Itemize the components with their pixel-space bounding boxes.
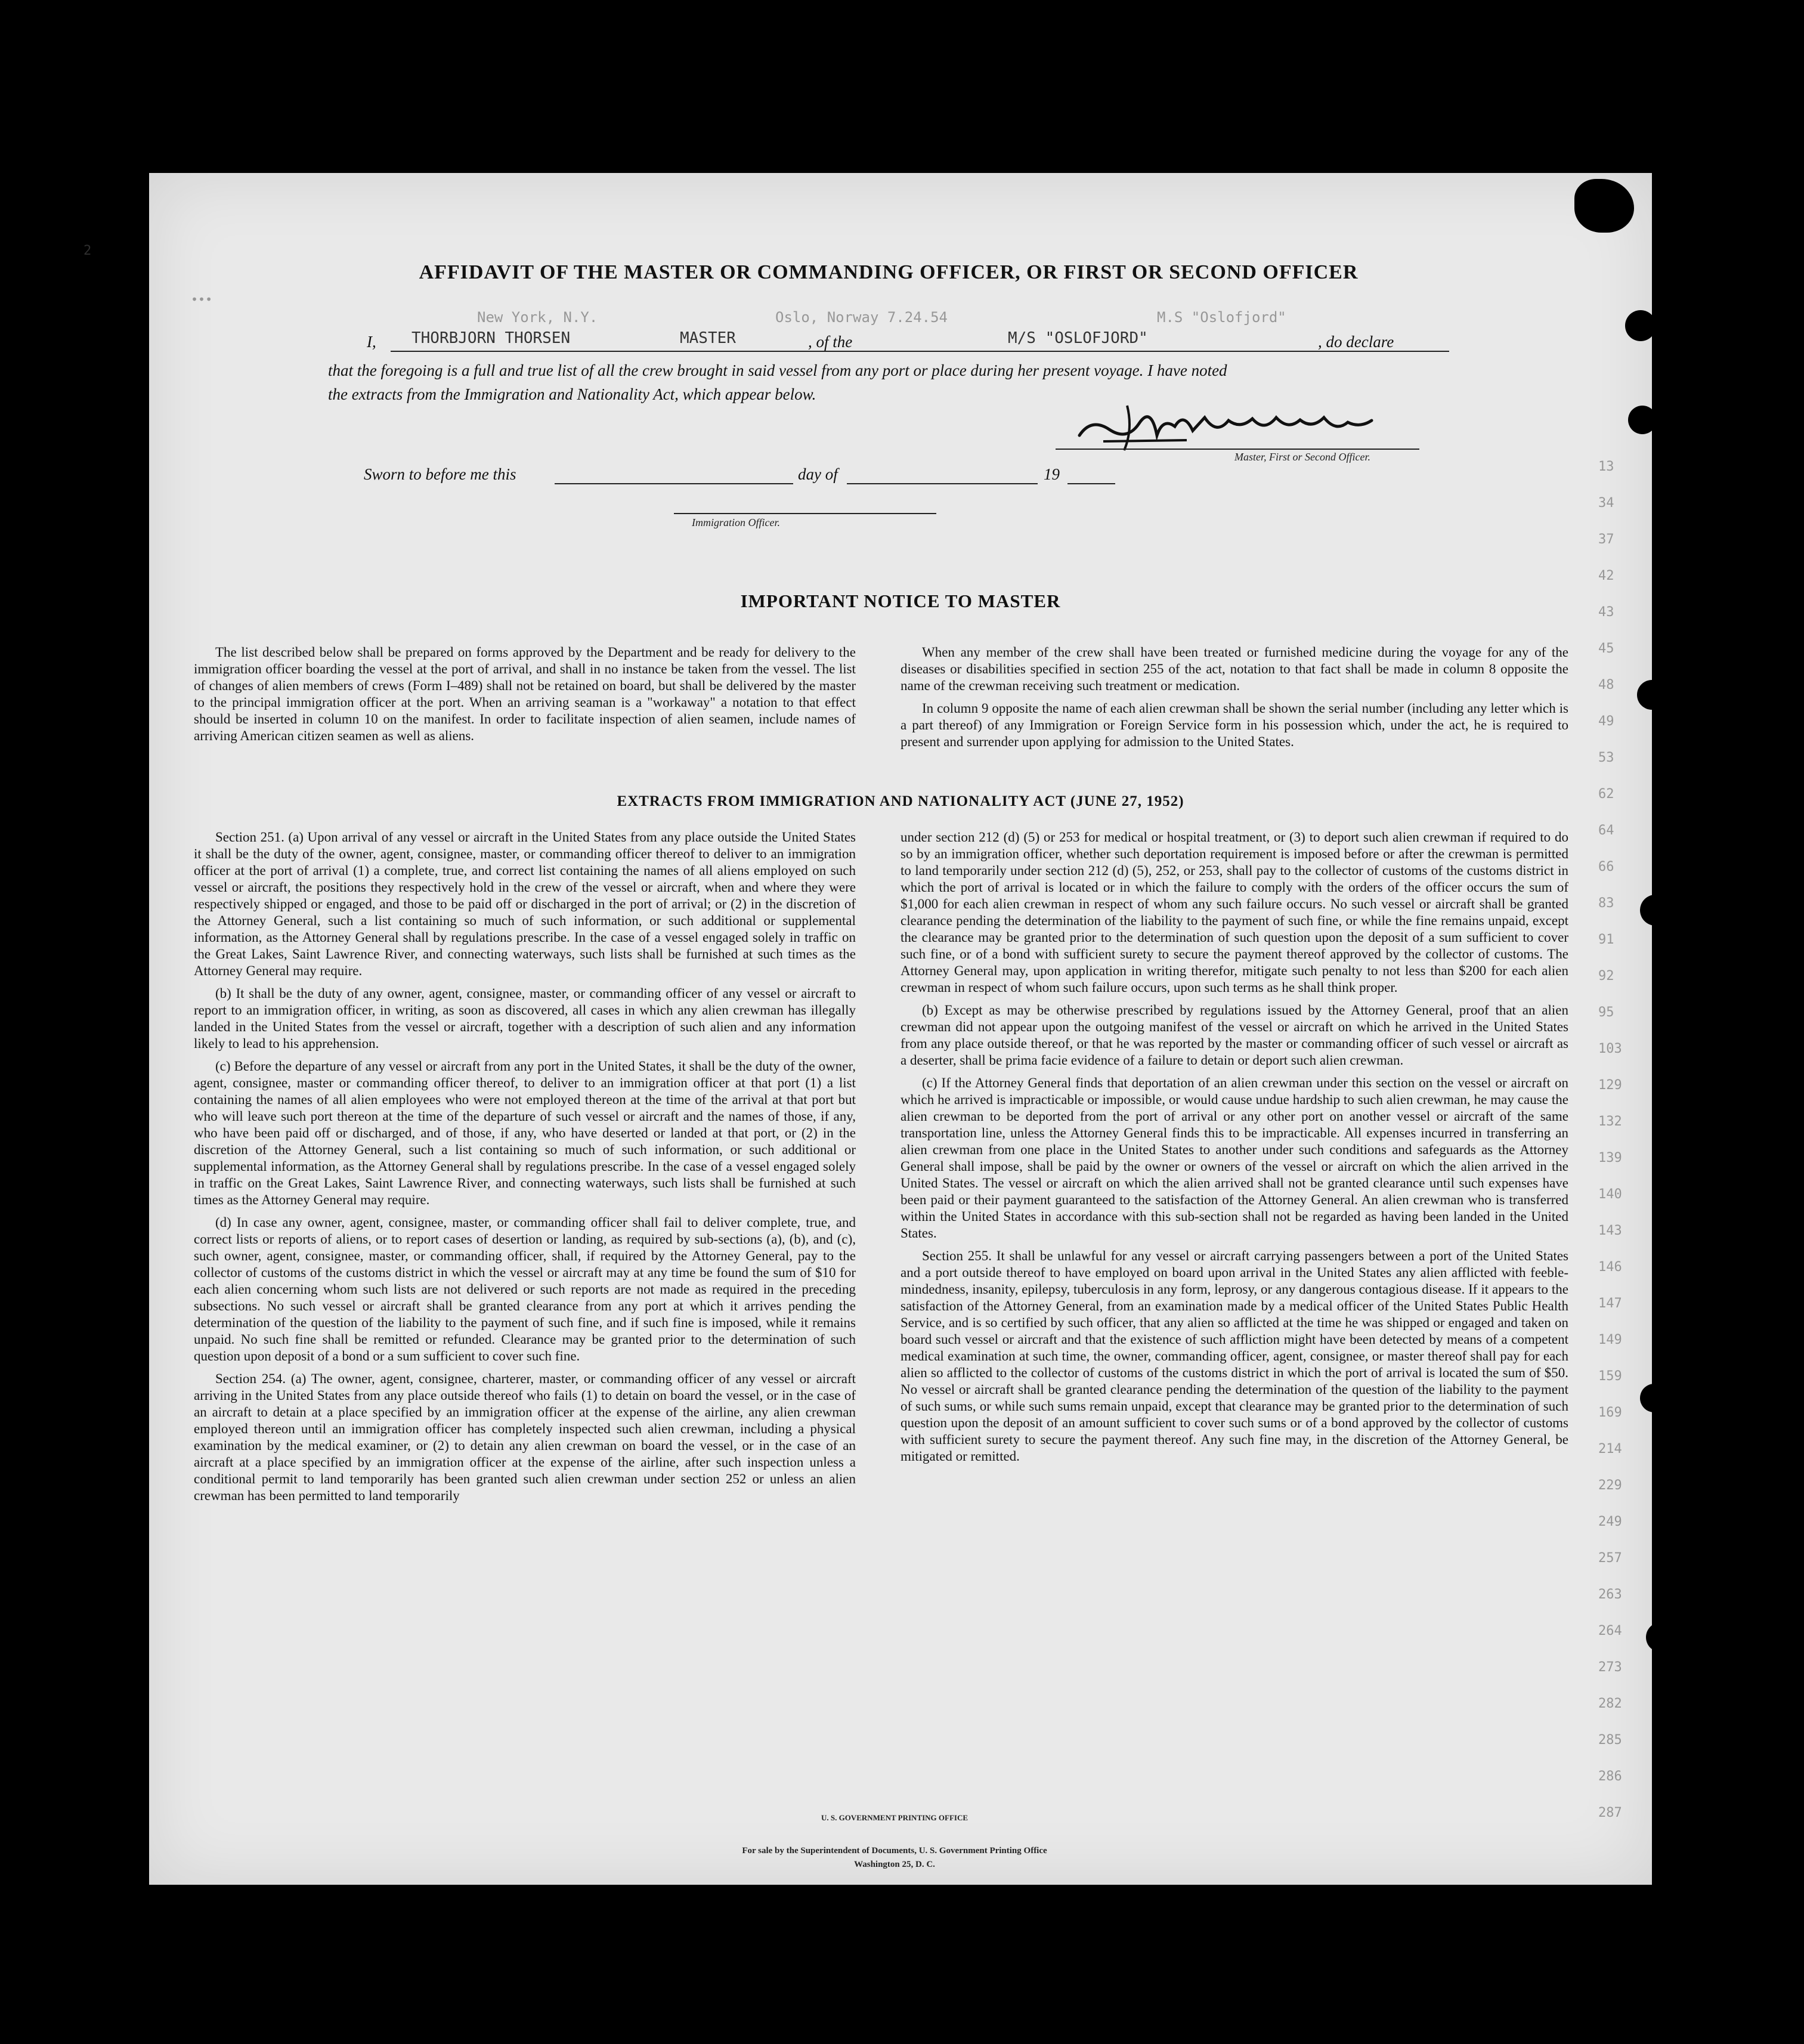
sworn-day-of: day of <box>798 465 838 483</box>
bleed-through-row-number: 263 <box>1598 1587 1622 1602</box>
page-title: AFFIDAVIT OF THE MASTER OR COMMANDING OFFICER, OR FIRST OR SECOND OFFICER <box>419 261 1359 283</box>
bleed-through-text: M.S "Oslofjord" <box>1157 309 1286 326</box>
bleed-through-row-number: 83 <box>1598 896 1614 911</box>
bleed-through-row-number: 159 <box>1598 1369 1622 1384</box>
bleed-through-row-number: 64 <box>1598 823 1614 838</box>
bleed-through-row-number: 95 <box>1598 1005 1614 1020</box>
bleed-through-row-number: 249 <box>1598 1514 1622 1529</box>
extracts-left-column <box>194 829 856 1510</box>
bleed-through-row-number: 34 <box>1598 496 1614 511</box>
bleed-through-row-number: 13 <box>1598 459 1614 474</box>
bleed-through-row-number: 286 <box>1598 1769 1622 1784</box>
officer-caption: Immigration Officer. <box>692 517 780 528</box>
sale-line-1: For sale by the Superintendent of Documents, U. S. Government Printing Office <box>742 1846 1047 1856</box>
act-paragraph: (c) If the Attorney General finds that deportation of an alien crewman under this section on the vessel or aircraft on which he arrived is impracticable or impossible, or would cause undue hardship to such alien crewman, he may cause the alien crewman to be deported from the port of arrival or any other port on another vessel or aircraft of the same transportation line, unless the Attorney General finds this to be impracticable. All expenses incurred in transferring an alien crewman from one place in the United States to another under such conditions and safeguards as the Attorney General shall impose, shall be paid by the owner or owners of the vessel or aircraft on which the alien arrived in the United States. The vessel or aircraft on which the alien arrived shall not be granted clearance until such expenses have been paid or their payment guaranteed to the satisfaction of the Attorney General. An alien crewman who is transferred within the United States in accordance with this sub-section shall not be regarded as having been landed in the United States. <box>901 1075 1568 1241</box>
vessel-name-field: M/S "OSLOFJORD" <box>1008 329 1148 347</box>
decl-do-declare: , do declare <box>1318 333 1394 351</box>
sale-line-2: Washington 25, D. C. <box>854 1860 935 1869</box>
act-paragraph: under section 212 (d) (5) or 253 for medical or hospital treatment, or (3) to deport such alien crewman if required to do so by an immigration officer, whether such deportation requirement is imposed before or after the crewman is permitted to land temporarily under section 212 (d) (5), 252, or 253, shall pay to the collector of customs of the customs district in which the port of arrival is located or in which the failure to comply with the orders of the officer occurs the sum of $1,000 for each alien crewman in respect of whom any such failure occurs. No such vessel or aircraft shall be granted clearance pending the determination of the liability to the payment of such fine, or while the fine remains unpaid, except the clearance may be granted prior to the determination of such question upon the deposit of a sum sufficient to cover such fine, or of a bond with sufficient surety to secure the payment thereof approved by the collector of customs. The Attorney General may, upon application in writing therefor, mitigate such penalty to not less than $200 for each alien crewman in respect of whom such failure occurs, upon such terms as he shall think proper. <box>901 830 1568 995</box>
bleed-through-row-number: 49 <box>1598 714 1614 729</box>
bleed-through-row-number: 143 <box>1598 1223 1622 1238</box>
bleed-through-row-number: 264 <box>1598 1624 1622 1638</box>
bleed-through-row-number: 285 <box>1598 1733 1622 1748</box>
act-paragraph: (c) Before the departure of any vessel or aircraft from any port in the United States, it shall be the duty of the owner, agent, consignee, master or commanding officer thereof, to deliver to an immigration officer at that port (1) a list containing the names of all alien employees who were not employed thereon at the time of the arrival at that port but who will leave such port thereon at the time of the departure of such vessel or aircraft and the names of those, if any, who have been paid off or discharged, and of those, if any, who have deserted or landed at that port, or (2) in the discretion of the Attorney General, such a list containing so much of such information, or such additional or supplemental information, as the Attorney General shall by regulations prescribe. In the case of a vessel engaged solely in traffic on the Great Lakes, Saint Lawrence River, and connecting waterways, such lists shall be furnished at such times as the Attorney General may require. <box>194 1059 856 1207</box>
bleed-through-row-number: 42 <box>1598 568 1614 583</box>
sworn-label: Sworn to before me this <box>364 465 516 483</box>
document-page <box>83 173 1652 1885</box>
bleed-through-row-number: 45 <box>1598 641 1614 656</box>
bleed-through-row-number: 287 <box>1598 1805 1622 1820</box>
bleed-through-row-number: 273 <box>1598 1660 1622 1675</box>
bleed-through-row-number: 129 <box>1598 1078 1622 1093</box>
decl-pronoun: I, <box>367 333 376 351</box>
act-paragraph: (b) It shall be the duty of any owner, agent, consignee, master, or commanding officer of any vessel or aircraft to report to an immigration officer, in writing, as soon as discovered, all cases in which any alien crewman has illegally landed in the United States from the vessel or aircraft, together with a description of such alien and any information likely to lead to his apprehension. <box>194 986 856 1051</box>
bleed-through-row-number: 92 <box>1598 969 1614 984</box>
bleed-through-row-number: 103 <box>1598 1041 1622 1056</box>
bleed-through-row-number: 149 <box>1598 1332 1622 1347</box>
act-paragraph: (d) In case any owner, agent, consignee, master, or commanding officer shall fail to deliver complete, true, and correct lists or reports of aliens, or to report cases of desertion or landing, as required by sub-sections (a), (b), and (c), such owner, agent, consignee, master, or commanding officer, shall, if required by the Attorney General, pay to the collector of customs of the customs district in which the vessel or aircraft may at any time be found the sum of $10 for each alien concerning whom such lists are not delivered or such reports are not made as required in the preceding subsections. No such vessel or aircraft shall be granted clearance from any port at which it arrives pending the determination of the question of the liability to the payment of such fine, and if such fine is imposed, while it remains unpaid. No such fine shall be remitted or refunded. Clearance may be granted prior to the determination of such question upon deposit of a bond or a sum sufficient to cover such fine. <box>194 1215 856 1363</box>
bleed-through-row-number: 62 <box>1598 787 1614 802</box>
bleed-through-row-number: 43 <box>1598 605 1614 620</box>
bleed-through-row-number: 257 <box>1598 1551 1622 1566</box>
decl-line-3: the extracts from the Immigration and Nationality Act, which appear below. <box>328 385 816 403</box>
notice-right-column <box>901 644 1568 756</box>
extracts-right-column <box>901 829 1568 1471</box>
bleed-through-row-number: 91 <box>1598 932 1614 947</box>
punch-hole <box>1640 895 1671 926</box>
printing-office-note: U. S. GOVERNMENT PRINTING OFFICE <box>821 1813 968 1822</box>
punch-hole <box>1628 406 1657 434</box>
margin-mark: ••• <box>191 292 213 307</box>
act-paragraph: Section 254. (a) The owner, agent, consignee, charterer, master, or commanding officer of any vessel or aircraft arriving in the United States from any place outside thereof who fails (1) to detain on board the vessel, or in the case of an aircraft to detain at a place specified by an immigration officer at the expense of the airline, any alien crewman employed thereon until an immigration officer has completely inspected such alien crewman, including a physical examination by the medical examiner, or (2) to detain any alien crewman on board the vessel, or in the case of an aircraft at a place specified by an immigration officer at the expense of the airline, after such inspection unless a conditional permit to land temporarily has been granted such alien crewman under section 252 or unless an alien crewman has been permitted to land temporarily <box>194 1371 856 1503</box>
bleed-through-row-number: 132 <box>1598 1114 1622 1129</box>
punch-hole <box>1640 1384 1669 1412</box>
notice-left-column <box>194 644 856 750</box>
bleed-through-row-number: 229 <box>1598 1478 1622 1493</box>
bleed-through-row-number: 282 <box>1598 1696 1622 1711</box>
decl-line-2: that the foregoing is a full and true list of all the crew brought in said vessel from any port or place during her present voyage. I have noted <box>328 361 1227 379</box>
decl-of-the: , of the <box>808 333 853 351</box>
punch-hole <box>1637 680 1667 710</box>
punch-hole <box>1625 310 1656 341</box>
bleed-through-row-number: 53 <box>1598 750 1614 765</box>
bleed-through-row-number: 37 <box>1598 532 1614 547</box>
bleed-through-row-number: 214 <box>1598 1442 1622 1457</box>
bleed-through-row-number: 146 <box>1598 1260 1622 1275</box>
margin-mark: 2 <box>83 243 92 258</box>
act-paragraph: (b) Except as may be otherwise prescribed by regulations issued by the Attorney General, proof that an alien crewman did not appear upon the outgoing manifest of the vessel or aircraft on which he arrived in the United States from any place outside thereof, or that he was reported by the master or commanding officer of such vessel or aircraft as a deserter, shall be prima facie evidence of a failure to detain or deport such alien crewman. <box>901 1003 1568 1068</box>
notice-heading: IMPORTANT NOTICE TO MASTER <box>740 590 1061 611</box>
notice-paragraph: The list described below shall be prepared on forms approved by the Department and be ready for delivery to the immigration officer boarding the vessel at the port of arrival, and shall in no instance be taken from the vessel. The list of changes of alien members of crews (Form I–489) shall not be retained on board, but shall be delivered by the master to the principal immigration officer at the port. When an arriving seaman is a "workaway" a notation to that effect should be inserted in column 10 on the manifest. In order to facilitate inspection of alien seamen, include names of arriving American citizen seamen as well as aliens. <box>194 645 856 743</box>
bleed-through-row-number: 48 <box>1598 678 1614 692</box>
bleed-through-row-number: 147 <box>1598 1296 1622 1311</box>
act-paragraph: Section 251. (a) Upon arrival of any vessel or aircraft in the United States from any place outside the United States it shall be the duty of the owner, agent, consignee, master, or commanding officer thereof to deliver to an immigration officer at the port of arrival (1) a complete, true, and correct list containing the names of all aliens employed on such vessel or aircraft, the positions they respectively hold in the crew of the vessel or aircraft, when and where they were respectively shipped or engaged, and those to be paid off or discharged in the port of arrival; or (2) in the discretion of the Attorney General, such a list containing so much of such information, or such additional or supplemental information, as the Attorney General shall by regulations prescribe. In the case of a vessel engaged solely in traffic on the Great Lakes, Saint Lawrence River, and connecting waterways, such lists shall be furnished at such times as the Attorney General may require. <box>194 830 856 978</box>
master-caption: Master, First or Second Officer. <box>1234 451 1370 463</box>
punch-hole <box>1646 1622 1676 1652</box>
bleed-through-text: Oslo, Norway 7.24.54 <box>775 309 948 326</box>
bleed-through-row-number: 66 <box>1598 859 1614 874</box>
notice-paragraph: In column 9 opposite the name of each alien crewman shall be shown the serial number (including any letter which is a part thereof) of any Immigration or Foreign Service form in his possession which, under the act, he is required to present and surrender upon applying for admission to the United States. <box>901 701 1568 749</box>
notice-paragraph: When any member of the crew shall have been treated or furnished medicine during the voyage for any of the diseases or disabilities specified in section 255 of the act, notation to that fact shall be made in column 8 opposite the name of the crewman receiving such treatment or medication. <box>901 645 1568 693</box>
sworn-year: 19 <box>1044 465 1060 483</box>
act-paragraph: Section 255. It shall be unlawful for any vessel or aircraft carrying passengers between a port of the United States and a port outside thereof to have employed on board upon arrival in the United States any alien afflicted with feeble-mindedness, insanity, epilepsy, tuberculosis in any form, leprosy, or any dangerous contagious disease. If it appears to the satisfaction of the Attorney General, from an examination made by a medical officer of the United States Public Health Service, and is so certified by such officer, that any alien so afflicted at the time he was shipped or engaged and taken on board such vessel or aircraft and that the existence of such affliction might have been detected by means of a competent medical examination at such time, the owner, commanding officer, agent, consignee, or master thereof shall pay for each alien so afflicted to the collector of customs of the customs district in which the port of arrival is located the sum of $50. No vessel or aircraft shall be granted clearance pending the determination of the question of the liability to the payment of such sums, or while such sums remain unpaid, except that clearance may be granted prior to the determination of such question upon the deposit of an amount sufficient to cover such sums or of a bond approved by the collector of customs with sufficient surety to secure the payment thereof. Any such fine may, in the discretion of the Attorney General, be mitigated or remitted. <box>901 1248 1568 1464</box>
extracts-heading: EXTRACTS FROM IMMIGRATION AND NATIONALITY ACT (JUNE 27, 1952) <box>617 793 1184 809</box>
bleed-through-text: New York, N.Y. <box>477 309 598 326</box>
master-name-field: THORBJORN THORSEN <box>411 329 571 347</box>
bleed-through-row-number: 140 <box>1598 1187 1622 1202</box>
bleed-through-row-number: 169 <box>1598 1405 1622 1420</box>
master-rank-field: MASTER <box>680 329 736 347</box>
bleed-through-row-number: 139 <box>1598 1151 1622 1165</box>
